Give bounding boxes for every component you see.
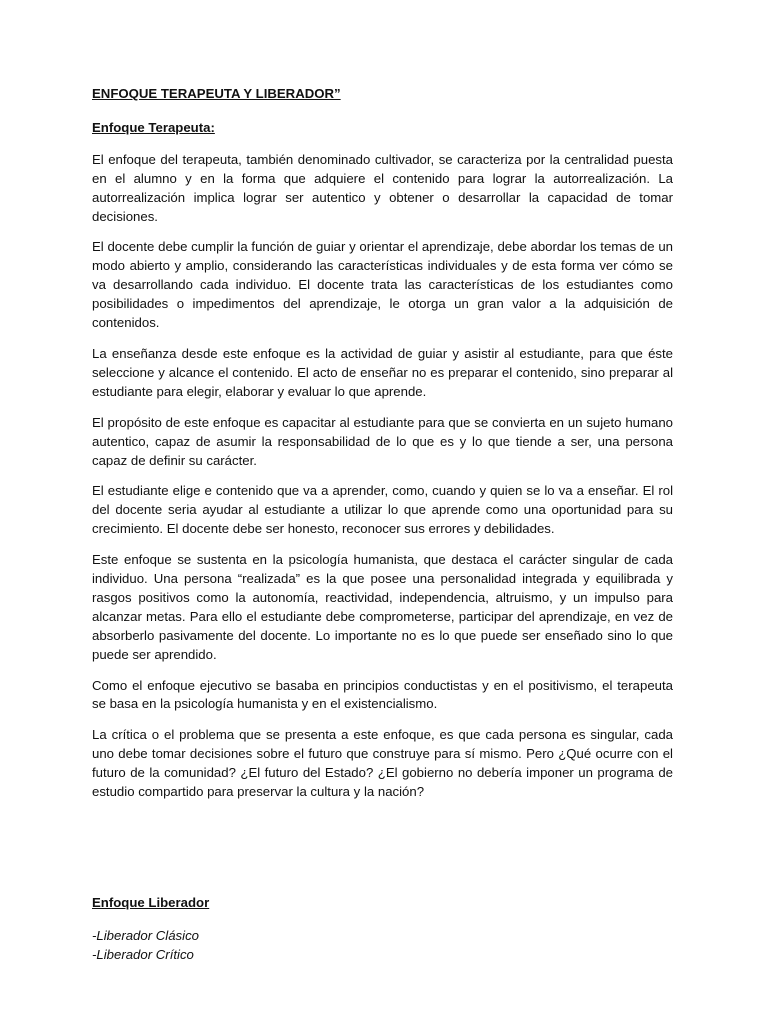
section-heading-terapeuta: Enfoque Terapeuta: xyxy=(92,119,215,135)
paragraph: El docente debe cumplir la función de guiar y orientar el aprendizaje, debe abordar los temas de un modo abierto y amplio, considerando las características individuales y de esta forma ver cómo se va desarrollando cada individuo. El docente trata las características de los estudiantes como posibilidades o impedimentos del aprendizaje, le otorga un gran valor a la adquisición de contenidos. xyxy=(92,239,673,331)
list-item: -Liberador Crítico xyxy=(92,946,194,962)
liberador-list xyxy=(92,926,673,964)
paragraph: El enfoque del terapeuta, también denominado cultivador, se caracteriza por la centralidad puesta en el alumno y en la forma que adquiere el contenido para lograr la autorrealización. La autorrealización implica lograr ser autentico y obtener o desarrollar la capacidad de tomar decisiones. xyxy=(92,151,673,224)
section-heading-liberador: Enfoque Liberador xyxy=(92,895,210,910)
paragraph: Como el enfoque ejecutivo se basaba en principios conductistas y en el positivismo, el terapeuta se basa en la psicología humanista y en el existencialismo. xyxy=(92,677,673,712)
paragraph: Este enfoque se sustenta en la psicología humanista, que destaca el carácter singular de cada individuo. Una persona “realizada” es la que posee una personalidad integrada y equilibrada y rasgos positivos como la autonomía, reactividad, independencia, altruismo, y un impulso para alcanzar metas. Para ello el estudiante debe comprometerse, participar del aprendizaje, en vez de absorberlo pasivamente del docente. Lo importante no es lo que puede ser enseñado sino lo que puede ser aprendido. xyxy=(92,552,673,662)
paragraph: El estudiante elige e contenido que va a aprender, como, cuando y quien se lo va a enseñar. El rol del docente seria ayudar al estudiante a utilizar lo que aprende como una oportunidad para su crecimiento. El docente debe ser honesto, reconocer sus errores y debilidades. xyxy=(92,483,673,537)
document-title: ENFOQUE TERAPEUTA Y LIBERADOR” xyxy=(92,86,341,101)
paragraph: La crítica o el problema que se presenta a este enfoque, es que cada persona es singular, cada uno debe tomar decisiones sobre el futuro que construye para sí mismo. Pero ¿Qué ocurre con el futuro de la comunidad? ¿El futuro del Estado? ¿El gobierno no debería imponer un programa de estudio compartido para preservar la cultura y la nación? xyxy=(92,727,673,800)
list-item: -Liberador Clásico xyxy=(92,927,200,943)
paragraph: El propósito de este enfoque es capacitar al estudiante para que se convierta en un sujeto humano autentico, capaz de asumir la responsabilidad de lo que es y lo que tiende a ser, una persona capaz de definir su carácter. xyxy=(92,414,673,468)
blank-space xyxy=(92,814,673,894)
document-body xyxy=(92,85,673,964)
paragraph: La enseñanza desde este enfoque es la actividad de guiar y asistir al estudiante, para que éste seleccione y alcance el contenido. El acto de enseñar no es preparar el contenido, sino preparar al estudiante para elegir, elaborar y evaluar lo que aprende. xyxy=(92,345,673,399)
